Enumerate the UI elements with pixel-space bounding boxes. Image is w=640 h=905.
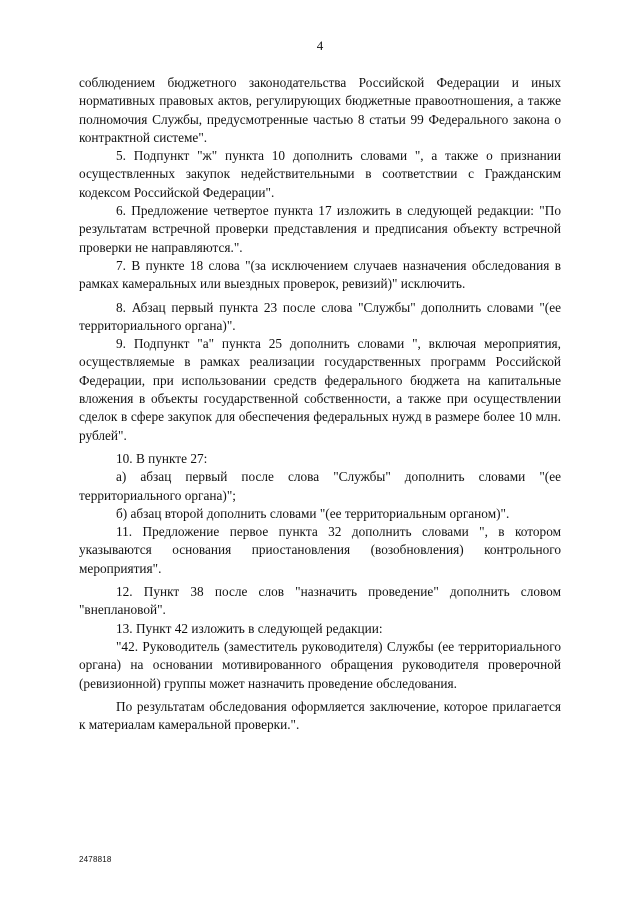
document-body (79, 74, 561, 734)
paragraph: 8. Абзац первый пункта 23 после слова "Службы" дополнить словами "(ее территориального органа)". (79, 299, 561, 333)
document-code: 2478818 (79, 855, 112, 864)
paragraph: б) абзац второй дополнить словами "(ее территориальным органом)". (116, 505, 510, 521)
paragraph: 6. Предложение четвертое пункта 17 изложить в следующей редакции: "По результатам встречной проверки представления и предписания объекту встречной проверки не направляются.". (79, 203, 561, 255)
paragraph: 12. Пункт 38 после слов "назначить проведение" дополнить словом "внеплановой". (79, 584, 561, 618)
paragraph: 9. Подпункт "а" пункта 25 дополнить словами ", включая мероприятия, осуществляемые в рамках реализации государственных программ Российской Федерации, при использовании средств федерального бюджета на капитальные вложения в объекты государственной собственности, а также при осуществлении сделок в сфере закупок для обеспечения федеральных нужд в размере более 10 млн. рублей". (79, 336, 561, 443)
paragraph: 10. В пункте 27: (116, 450, 208, 466)
paragraph: 5. Подпункт "ж" пункта 10 дополнить словами ", а также о признании осуществленных закупок недействительными в соответствии с Гражданским кодексом Российской Федерации". (79, 148, 561, 200)
paragraph: По результатам обследования оформляется заключение, которое прилагается к материалам камеральной проверки.". (79, 698, 561, 733)
paragraph: соблюдением бюджетного законодательства Российской Федерации и иных нормативных правовых актов, регулирующих бюджетные правоотношения, а также полномочия Службы, предусмотренные частью 8 статьи 99 Федерального закона о контрактной системе". (79, 75, 561, 145)
paragraph: 13. Пункт 42 изложить в следующей редакции: (116, 620, 383, 636)
paragraph: "42. Руководитель (заместитель руководителя) Службы (ее территориального органа) на основании мотивированного обращения руководителя проверочной (ревизионной) группы может назначить проведение обследования. (79, 638, 561, 691)
page-number: 4 (316, 38, 324, 53)
paragraph: а) абзац первый после слова "Службы" дополнить словами "(ее территориального органа)"; (79, 469, 561, 503)
paragraph: 11. Предложение первое пункта 32 дополнить словами ", в котором указываются основания приостановления (возобновления) контрольного мероприятия". (79, 524, 561, 576)
paragraph: 7. В пункте 18 слова "(за исключением случаев назначения обследования в рамках камеральных или выездных проверок, ревизий)" исключить. (79, 257, 561, 292)
